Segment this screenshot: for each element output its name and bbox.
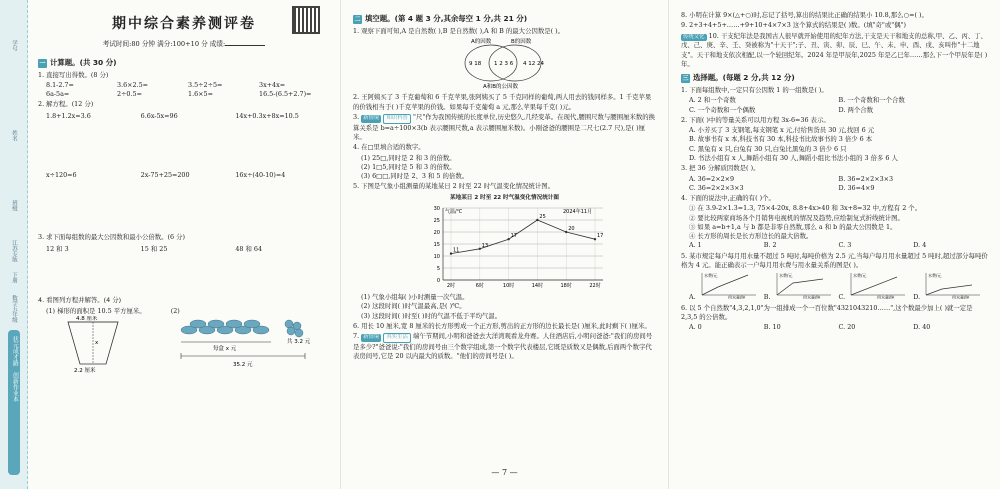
venn-label-a: A的因数 (471, 39, 492, 46)
single-price-label: 共 3.2 元 (286, 339, 310, 346)
y-tick-label: 20 (433, 229, 440, 236)
question: 3. 求下面每组数的最大公因数和最小公倍数。(6 分) (38, 233, 186, 242)
option[interactable]: B. 2 (763, 241, 777, 250)
question: 3. 新情境 知识科普 "尺"作为我国传统的长度单位,历史悠久,几经变革。在现代,腰围尺数与腰围厘米数的换算关系是 b=a÷100×3(b 表示腰围尺数,a 表示腰围厘米数)。小刚爸爸的腰围是二尺七(2.7 尺),是( )厘米。 (353, 112, 656, 141)
calc-item: 16.5-(6.5+2.7)= (259, 90, 312, 99)
option[interactable]: C. 一个奇数和一个偶数 (689, 105, 756, 114)
y-tick-label: 0 (436, 277, 440, 284)
section-icon: 二 (354, 15, 361, 23)
equation: 14x+0.3x+8x=10.5 (235, 111, 299, 120)
statement: ③ 如果 a=b+1,a 与 b 都是非零自然数,那么 a 和 b 的最大公因数是 1。 (689, 222, 897, 231)
svg-text:用水量/吨: 用水量/吨 (877, 295, 895, 300)
option[interactable]: A. 1 (689, 241, 702, 250)
equation: 1.8+1.2x=3.6 (46, 111, 91, 120)
middle-page (340, 0, 668, 489)
total-price-label: 35.2 元 (232, 362, 253, 369)
question: 1. 观察下面可知,A 是自然数( ),B 是自然数( ),A 和 B 的最大公因数是( )。 (353, 26, 565, 35)
brand-bar (8, 330, 20, 475)
question: 8. 小明在计算 9×(△+○)时,忘记了括号,算出的结果比正确的结果小 10.8,那么○=( )。 (681, 11, 928, 19)
brand-text-2: 创新作业本 (11, 372, 19, 402)
section-header: 一 计算题。(共 30 分) (39, 57, 117, 67)
svg-text:用水量/吨: 用水量/吨 (802, 295, 820, 300)
data-label: 25 (539, 213, 546, 220)
x-tick-label: 2时 (446, 282, 456, 289)
figure-caption: (1) 梯形的面积是 10.5 平方厘米。 (46, 307, 146, 316)
question: 1. 下面每组数中,一定只有公因数 1 的一组数是( )。 (681, 85, 828, 94)
sub-question: (3) 6□□,同时是 2、3 和 5 的倍数。 (361, 172, 469, 181)
option-row (681, 323, 988, 332)
calc-item: 8.1-2.7= (46, 80, 74, 89)
equation: x÷120=6 (46, 170, 77, 179)
x-tick-label: 14时 (531, 282, 544, 289)
context-tag: 传统文化 (683, 33, 705, 40)
venn-center-set: 1 2 3 6 (494, 61, 514, 68)
right-page (668, 0, 1000, 489)
y-tick-label: 25 (433, 217, 440, 224)
context-tag: 新情境 (363, 334, 380, 341)
qr-code-icon[interactable] (292, 6, 320, 34)
venn-common-label: A和B的公因数 (483, 84, 519, 90)
venn-diagram (353, 37, 653, 89)
calc-item: 3.6×2.5= (117, 80, 149, 89)
page-number: — 7 — (491, 468, 518, 478)
section-icon: 三 (682, 75, 689, 83)
equation: 16x÷(40-10)=4 (235, 170, 286, 179)
equation-row (38, 171, 330, 180)
data-label: 20 (568, 225, 575, 232)
graph-options (681, 271, 988, 302)
strip-label: 江苏专版 (10, 240, 17, 262)
option[interactable]: A. 小芳买了 3 支钢笔,每支钢笔 x 元,付给售货员 30 元,找回 6 元 (689, 126, 875, 135)
option[interactable]: D. 40 (913, 323, 931, 332)
chart-title: 某地某日 2 时至 22 时气温变化情况统计图 (450, 194, 559, 201)
question: 6. 以 5 个自然数"4,3,2,1,0"为一组排成一个一百位数"4321043210……",这个数最少加上( )就一定是 2,3,5 的公倍数。 (681, 303, 973, 321)
binding-strip (0, 0, 28, 489)
section-header: 二 填空题。(第 4 题 3 分,其余每空 1 分,共 21 分) (354, 14, 528, 23)
context-tag: 新情境 (363, 114, 380, 121)
option[interactable]: D. 4 (913, 241, 927, 250)
x-tick-label: 6时 (475, 282, 484, 289)
option-row (681, 241, 988, 250)
statement: ④ 长方形的周长是长方形边长的最大倍数。 (689, 232, 813, 241)
number-pair: 15 和 25 (140, 244, 168, 253)
option[interactable]: C. 3 (838, 241, 852, 250)
question: 4. 看图列方程并解答。(4 分) (38, 295, 122, 304)
question: 7. 新情境 其实生活 端午节期间,小明和爸爸去大洋湾观看龙舟赛。人住酒店后,小明问爸爸:"我们的房间号是多少?"爸爸说:"我们的房间号由三个数字组成,第一个数字代表楼层,它既是质数又是偶数,后面两个数字代表房间号,它是 20 以内最大的质数。"他们的房间号是( )。 (353, 332, 653, 361)
data-point (594, 238, 596, 240)
svg-text:用水量/吨: 用水量/吨 (952, 295, 970, 300)
option[interactable]: B. 故事书有 x 本,科技书有 30 本,科技书比故事书的 3 倍少 6 本 (689, 135, 873, 144)
y-tick-label: 10 (433, 253, 440, 260)
calc-item: 3.5÷2÷5= (188, 80, 223, 89)
calc-item: 3x+4x= (259, 80, 286, 89)
venn-right-set: 4 12 24 (523, 61, 544, 68)
question: 5. 某市规定每户每月用水量不超过 5 吨时,每吨价格为 2.5 元,当每户每月用水量超过 5 吨时,超过部分每吨价格为 4 元。能正确表示一户每月用水费与用水量关系的图是( )。 (681, 251, 988, 270)
data-point (536, 219, 538, 221)
graph-option-a[interactable]: A. 水费/元 用水量/吨 (689, 271, 764, 302)
calc-item: 1.6×5= (188, 90, 213, 99)
option-row (681, 106, 988, 115)
question: 5. 下图是气象小组测量的某地某日 2 时至 22 时气温变化情况统计图。 (353, 182, 554, 191)
figure-trapezoid (38, 307, 171, 378)
question: 1. 直接写出得数。(8 分) (38, 70, 109, 79)
box-price-label: 每盒 x 元 (212, 346, 236, 353)
temperature-chart (353, 202, 653, 290)
data-point (565, 231, 567, 233)
option[interactable]: C. 黑兔有 x 只,白兔有 30 只,白兔比黑兔的 3 倍少 6 只 (689, 144, 847, 153)
question: 4. 在□里填合适的数字。 (353, 143, 425, 152)
x-tick-label: 10时 (502, 282, 515, 289)
option-row (681, 175, 988, 184)
calc-row (38, 81, 330, 90)
sub-question: (2) 1□5,同时是 5 和 3 的倍数。 (361, 162, 456, 171)
data-point (450, 252, 452, 254)
option[interactable]: D. 两个合数 (838, 105, 874, 114)
calc-row (38, 90, 330, 99)
trapezoid-figure (38, 316, 168, 374)
context-tag: 知识科普 (383, 114, 411, 124)
option[interactable]: B. 10 (763, 323, 781, 332)
number-pair: 48 和 64 (235, 244, 263, 253)
question: 3. 把 36 分解质因数是( )。 (681, 164, 760, 173)
data-label: 17 (510, 232, 517, 239)
boxes-figure (171, 316, 321, 374)
option[interactable]: C. 20 (838, 323, 856, 332)
option[interactable]: C. 36=2×2×3×3 (689, 183, 744, 192)
option[interactable]: D. 36=4×9 (838, 183, 875, 192)
strip-label: 班级 (10, 200, 17, 211)
strip-label: 学号 (10, 40, 17, 51)
question: 9. 2+3+4+5+……+9+10+4×7×3 这个算式的结果是( )数。(填"奇"或"偶") (681, 21, 907, 30)
x-tick-label: 22时 (589, 282, 601, 289)
sub-question: (1) 气象小组每( )小时测量一次气温。 (361, 293, 469, 302)
figure-row (38, 307, 330, 378)
graph-option-b[interactable]: B. 水费/元 用水量/吨 (764, 271, 839, 302)
equation-row (38, 112, 330, 121)
venn-left-set: 9 18 (469, 61, 482, 68)
question: 2. 王阿姨买了 3 千克葡萄和 6 千克苹果,张阿姨买了 5 千克同样的葡萄,两人用去的钱同样多。1 千克苹果的价钱相当于( )千克苹果的价钱。如果每千克葡萄 a 元,那么苹果每千克( )元。 (353, 93, 652, 111)
svg-text:水费/元: 水费/元 (703, 273, 718, 279)
statement: ② 要比较两家商场各个月销售电视机的情况及趋势,应绘制复式折线统计图。 (689, 213, 904, 222)
y-tick-label: 5 (436, 265, 440, 272)
venn-label-b: B的因数 (511, 39, 532, 46)
strip-label: 下册 (10, 272, 17, 283)
svg-text:水费/元: 水费/元 (928, 273, 942, 279)
question: 6. 用长 10 厘米,宽 8 厘米的长方形剪成一个正方形,剪出的正方形的边长最长是( )厘米,此时剩下( )厘米。 (353, 321, 651, 330)
number-pair: 12 和 3 (46, 244, 69, 253)
section-icon: 一 (39, 59, 46, 67)
option[interactable]: A. 0 (689, 323, 702, 332)
question: 4. 下面的说法中,正确的有( )个。 (681, 194, 775, 203)
option[interactable]: A. 36=2×2×9 (689, 174, 735, 183)
sub-question: (3) 这段时间( )时至( )时的气温不低于平均气温。 (361, 311, 502, 320)
option-row (681, 96, 988, 105)
calc-item: 2÷0.5= (117, 90, 142, 99)
bottom-base-label: 2.2 厘米 (74, 368, 96, 375)
calc-item: 6a-5a= (46, 90, 70, 99)
top-base-label: 4.8 厘米 (76, 316, 98, 323)
date-label: 2024年11月 (563, 208, 593, 215)
svg-text:水费/元: 水费/元 (853, 273, 867, 279)
y-axis-label: 气温/℃ (445, 208, 463, 215)
svg-text:水费/元: 水费/元 (778, 273, 792, 279)
left-page (28, 0, 340, 489)
data-label: 13 (481, 242, 489, 249)
exam-info: 考试时间:80 分钟 满分:100+10 分 成绩: (38, 40, 330, 50)
graph-option-d[interactable]: D. 水费/元 用水量/吨 (913, 271, 988, 302)
sub-question: (1) 25□,同时是 2 和 3 的倍数。 (361, 153, 456, 162)
equation: 6.6x-5x=96 (140, 111, 178, 120)
brand-text: 状元成才路 (11, 336, 19, 366)
question: 2. 解方程。(12 分) (38, 100, 94, 109)
section-header: 三 选择题。(每题 2 分,共 12 分) (682, 73, 795, 83)
option-row (681, 184, 988, 193)
option[interactable]: B. 36=2×2×3×3 (838, 174, 894, 183)
sub-question: (2) 这段时间( )时气温最高,是( )℃。 (361, 302, 466, 311)
page-title: 期中综合素养测评卷 (112, 16, 256, 32)
y-tick-label: 15 (433, 241, 440, 248)
option[interactable]: D. 书法小组有 x 人,舞蹈小组有 30 人,舞蹈小组比书法小组的 3 倍多 6 人 (689, 153, 898, 162)
question: 2. 下面( )中的等量关系可以用方程 3x-6=36 表示。 (681, 115, 830, 124)
gcd-row (38, 245, 330, 254)
option[interactable]: A. 2 和一个奇数 (689, 96, 736, 105)
data-label: 11 (453, 247, 460, 254)
x-tick-label: 18时 (560, 282, 572, 289)
data-point (507, 238, 509, 240)
statement: ① 在 3.9-2×1.3=1.3, 75×4-20x, 8.8+4x>40 和 3x+8=32 中,方程有 2 个。 (689, 204, 922, 213)
figure-boxes (171, 307, 330, 378)
data-point (479, 247, 481, 249)
option[interactable]: B. 一个奇数和一个合数 (838, 96, 905, 105)
context-tag: 其实生活 (383, 333, 411, 343)
score-blank[interactable] (225, 45, 265, 46)
equation: 2x-75+25=200 (140, 170, 190, 179)
strip-label: 姓名 (10, 130, 17, 141)
graph-option-c[interactable]: C. 水费/元 用水量/吨 (839, 271, 914, 302)
strip-label: 数学五年级 (10, 295, 17, 323)
data-label: 17 (597, 232, 604, 239)
height-label: x (95, 340, 99, 347)
question: 传统文化 10. 干支纪年法是我国古人很早就开始使用的纪年方法,干支是天干和地支的总称,甲、乙、丙、丁、戊、己、庚、辛、壬、癸被称为"十天干";子、丑、寅、卯、辰、巳、午、未、申、酉、戌、亥叫作"十二地支"。天干和地支依次相配,以一个轮回纪年。2024 年是甲辰年,2025 年是乙巳年……那么下一个甲辰年是( )年。 (681, 31, 988, 68)
figure-caption: (2) (170, 307, 180, 316)
y-tick-label: 30 (433, 205, 440, 212)
svg-text:用水量/吨: 用水量/吨 (727, 295, 746, 300)
